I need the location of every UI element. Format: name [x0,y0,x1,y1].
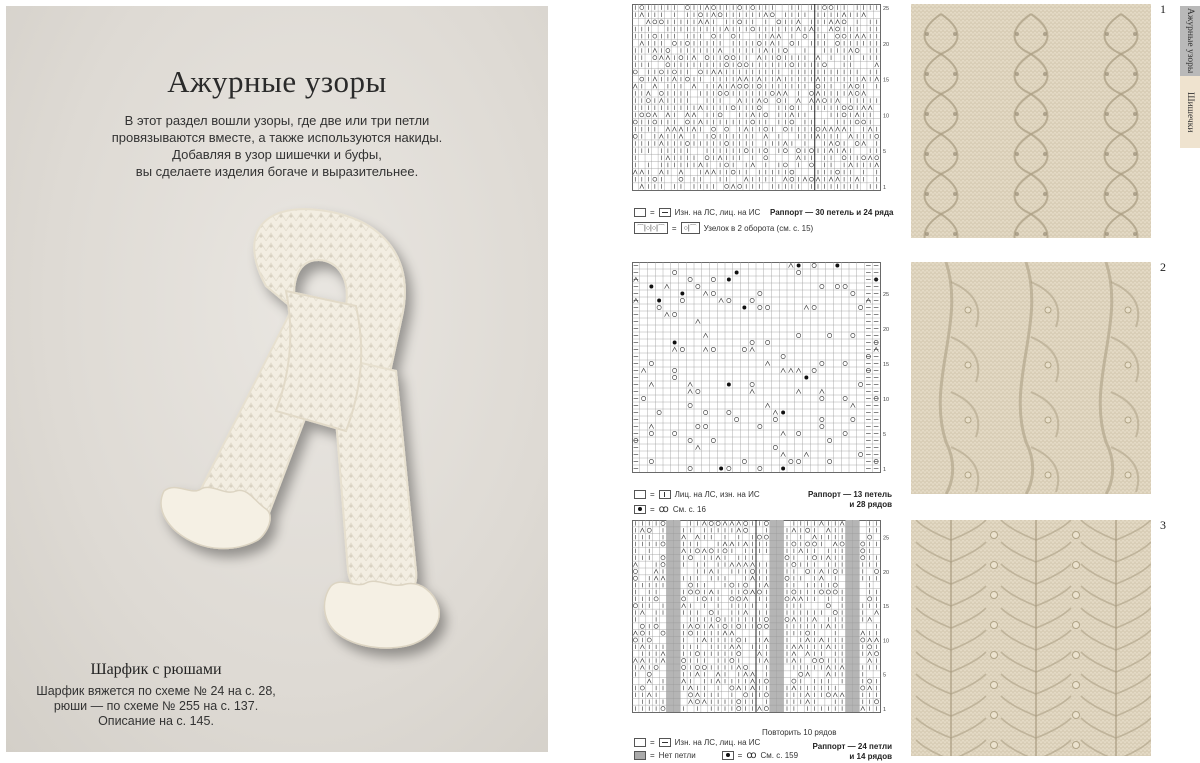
scarf-photo [116,191,516,691]
chart-grid-1 [632,4,894,202]
bobble-symbol-icon: ꝏ [746,750,757,761]
knitting-chart-2 [632,262,894,484]
repeat-info-2: Раппорт — 13 петель и 28 рядов [807,490,892,509]
caption-text [6,684,306,729]
svg-text:15: 15 [883,604,890,611]
dash-cell-icon [659,738,671,747]
bobble-cell-icon [634,505,646,514]
empty-cell-icon [634,738,646,747]
svg-text:10: 10 [883,397,890,403]
side-tab-bobbles[interactable]: Шишечки [1180,76,1200,148]
intro-text [6,112,548,180]
intro-line: Добавляя в узор шишечки и буфы, [172,147,382,162]
pattern-number-1: 1 [1160,2,1166,16]
svg-text:25: 25 [883,292,890,298]
intro-line: провязываются вместе, а также используются накиды. [111,130,443,145]
knitted-swatch-3 [911,520,1151,756]
svg-text:25: 25 [883,6,890,13]
photo-page [6,6,548,752]
svg-text:1: 1 [883,185,887,191]
knot-symbol-icon: ⌒|○|○|⌒ [634,222,668,234]
svg-text:15: 15 [883,362,890,368]
page-title: Ажурные узоры [167,64,387,99]
svg-text:15: 15 [883,77,890,84]
dash-cell-icon [659,208,671,217]
legend-item: = Изн. на ЛС, лиц. на ИС [634,208,760,217]
empty-cell-icon [634,490,646,499]
knitted-swatch-1 [911,4,1151,238]
svg-text:20: 20 [883,327,890,333]
legend-item: = Лиц. на ЛС, изн. на ИС [634,490,760,499]
bobble-symbol-icon: ꝏ [658,504,669,515]
legend-item: = Нет петли = ꝏ См. с. 159 [634,750,798,761]
svg-text:5: 5 [883,432,887,438]
legend-item: = ꝏ См. с. 16 [634,504,706,515]
pattern-number-3: 3 [1160,518,1166,532]
svg-text:20: 20 [883,41,890,48]
svg-text:1: 1 [883,467,887,473]
knitting-chart-3 [632,520,894,724]
no-stitch-icon [634,751,646,760]
knitting-chart-1 [632,4,894,202]
caption-line: Описание на с. 145. [98,714,214,728]
caption-line: рюши — по схеме № 255 на с. 137. [53,699,259,713]
bobble-cell-icon [722,751,734,760]
svg-text:5: 5 [883,672,887,679]
svg-text:20: 20 [883,569,890,576]
legend-item: ⌒|○|○|⌒ = ○|⌒ Узелок в 2 оборота (см. с. 15) [634,222,813,234]
chart-grid-3 [632,520,894,724]
knitted-swatch-2 [911,262,1151,494]
repeat-info-1: Раппорт — 30 петель и 24 ряда [770,208,894,217]
svg-text:10: 10 [883,113,890,120]
empty-cell-icon [634,208,646,217]
knot-twist-icon: ○|⌒ [681,222,700,234]
repeat-info-3: Раппорт — 24 петли и 14 рядов [812,742,892,761]
legend-item: = Изн. на ЛС, лиц. на ИС [634,738,760,747]
svg-text:25: 25 [883,535,890,542]
bar-cell-icon [659,490,671,499]
intro-line: В этот раздел вошли узоры, где две или три петли [124,113,430,128]
svg-text:10: 10 [883,638,890,645]
caption-title: Шарфик с рюшами [90,661,222,678]
svg-text:5: 5 [883,149,887,156]
repeat-rows-note: Повторить 10 рядов [762,728,837,737]
side-tab-openwork[interactable]: Ажурные узоры [1180,6,1200,76]
svg-text:1: 1 [883,707,887,713]
intro-line: вы сделаете изделия богаче и выразительнее. [135,164,419,179]
pattern-number-2: 2 [1160,260,1166,274]
chart-grid-2 [632,262,894,484]
caption-line: Шарфик вяжется по схеме № 24 на с. 28, [36,684,276,698]
